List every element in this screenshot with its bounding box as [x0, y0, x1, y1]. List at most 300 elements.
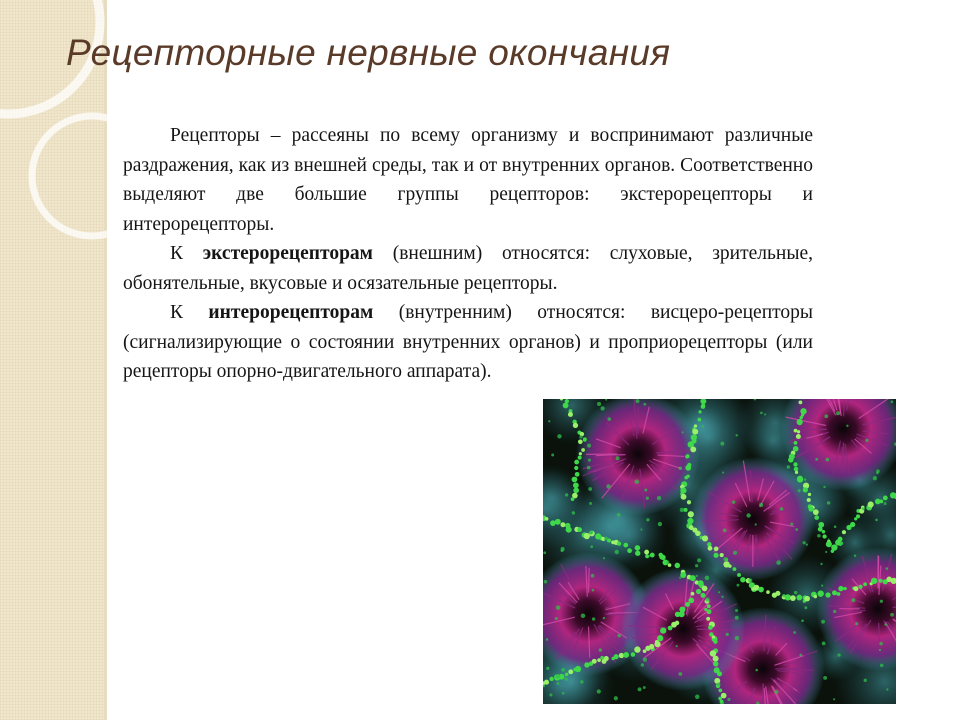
texture-green-bead — [577, 527, 582, 532]
texture-green-speck — [795, 528, 798, 531]
texture-green-bead — [574, 466, 578, 470]
texture-green-speck — [561, 668, 565, 672]
texture-green-bead — [560, 522, 565, 527]
texture-green-bead — [808, 506, 813, 511]
texture-green-bead — [837, 592, 841, 596]
texture-green-bead — [685, 455, 689, 459]
texture-green-speck — [648, 555, 650, 557]
texture-green-speck — [588, 459, 591, 462]
texture-green-bead — [657, 635, 663, 641]
texture-green-speck — [603, 617, 605, 619]
texture-green-bead — [793, 446, 799, 452]
texture-green-speck — [590, 545, 593, 548]
texture-green-speck — [587, 466, 591, 470]
texture-green-bead — [785, 594, 791, 600]
texture-green-speck — [644, 488, 647, 491]
texture-green-speck — [551, 453, 554, 456]
texture-green-speck — [581, 614, 585, 618]
texture-green-speck — [580, 680, 583, 683]
texture-green-bead — [713, 656, 719, 662]
texture-green-bead — [758, 587, 764, 593]
texture-green-bead — [627, 548, 632, 553]
texture-green-speck — [723, 557, 727, 561]
texture-green-speck — [676, 645, 678, 647]
texture-green-speck — [823, 486, 825, 488]
texture-green-bead — [701, 404, 706, 409]
texture-green-bead — [687, 500, 691, 504]
texture-green-bead — [803, 487, 808, 492]
texture-green-speck — [748, 578, 752, 582]
texture-green-bead — [863, 582, 867, 586]
texture-green-bead — [688, 598, 694, 604]
texture-green-speck — [735, 616, 739, 620]
texture-green-speck — [588, 487, 592, 491]
slide-title: Рецепторные нервные окончания — [66, 32, 671, 73]
texture-green-bead — [717, 671, 722, 676]
texture-green-bead — [838, 586, 843, 591]
texture-green-bead — [718, 689, 722, 693]
texture-green-bead — [631, 652, 636, 657]
texture-green-speck — [557, 682, 560, 685]
texture-green-speck — [614, 696, 618, 700]
texture-green-speck — [564, 677, 568, 681]
texture-green-speck — [732, 500, 735, 503]
texture-green-speck — [794, 591, 797, 594]
texture-green-speck — [735, 434, 737, 436]
texture-green-speck — [592, 589, 595, 592]
texture-green-speck — [875, 519, 878, 522]
texture-green-bead — [879, 499, 883, 503]
texture-green-bead — [817, 590, 823, 596]
texture-green-speck — [840, 542, 844, 546]
texture-green-bead — [679, 606, 685, 612]
texture-green-bead — [700, 593, 705, 598]
texture-green-bead — [578, 439, 583, 444]
texture-green-bead — [573, 488, 579, 494]
texture-green-speck — [705, 597, 709, 601]
texture-green-speck — [723, 529, 727, 533]
texture-green-bead — [832, 590, 837, 595]
texture-green-bead — [566, 527, 572, 533]
texture-green-speck — [722, 471, 724, 473]
texture-green-speck — [600, 406, 604, 410]
texture-green-bead — [635, 551, 640, 556]
texture-green-speck — [617, 513, 621, 517]
texture-green-speck — [589, 531, 593, 535]
texture-green-bead — [583, 437, 587, 441]
texture-green-speck — [680, 508, 684, 512]
texture-green-speck — [806, 544, 808, 546]
texture-green-speck — [546, 638, 549, 641]
texture-green-speck — [822, 642, 826, 646]
texture-green-speck — [548, 420, 550, 422]
paragraph-prefix: К — [170, 243, 203, 264]
texture-green-bead — [544, 680, 549, 685]
texture-green-bead — [856, 514, 860, 518]
texture-green-speck — [821, 620, 825, 624]
texture-green-speck — [721, 596, 723, 598]
texture-green-speck — [780, 507, 783, 510]
receptor-micrograph-image — [543, 399, 896, 704]
texture-green-bead — [549, 677, 553, 681]
texture-green-bead — [799, 400, 803, 404]
texture-green-speck — [825, 551, 827, 553]
texture-green-speck — [636, 399, 640, 403]
texture-green-speck — [804, 606, 807, 609]
texture-green-bead — [568, 412, 573, 417]
texture-green-bead — [565, 673, 569, 677]
texture-green-speck — [737, 584, 740, 587]
texture-green-bead — [692, 429, 698, 435]
texture-green-speck — [799, 654, 802, 657]
texture-green-bead — [804, 596, 810, 602]
texture-green-speck — [643, 686, 646, 689]
texture-green-speck — [546, 667, 549, 670]
texture-green-speck — [638, 687, 642, 691]
texture-green-speck — [824, 414, 828, 418]
texture-green-bead — [702, 535, 708, 541]
texture-green-bead — [575, 666, 581, 672]
texture-green-speck — [746, 513, 750, 517]
texture-green-bead — [814, 515, 819, 520]
texture-green-bead — [575, 472, 580, 477]
texture-green-bead — [714, 546, 719, 551]
texture-green-speck — [658, 522, 662, 526]
texture-green-speck — [615, 550, 619, 554]
texture-green-speck — [827, 538, 829, 540]
texture-green-speck — [817, 534, 821, 538]
texture-green-speck — [640, 529, 642, 531]
texture-green-bead — [850, 522, 855, 527]
texture-green-bead — [822, 530, 825, 533]
texture-green-bead — [644, 550, 649, 555]
texture-green-speck — [884, 623, 887, 626]
texture-green-speck — [782, 594, 785, 597]
texture-green-speck — [733, 551, 737, 555]
texture-green-bead — [707, 609, 712, 614]
texture-green-speck — [603, 557, 605, 559]
texture-green-bead — [871, 578, 877, 584]
texture-green-speck — [880, 600, 883, 603]
texture-green-bead — [660, 555, 665, 560]
paragraph-rest: (внутренним) относятся: висцеро-рецепторы (сигнализирующие о состоянии внутренних органов) и проприорецепторы (или рецепторы опорно-двигательного аппарата). — [123, 302, 813, 382]
texture-green-bead — [685, 602, 690, 607]
texture-magenta-fiber — [785, 670, 814, 671]
texture-green-bead — [843, 587, 846, 590]
texture-green-speck — [876, 472, 879, 475]
texture-green-speck — [717, 683, 721, 687]
texture-green-speck — [561, 549, 564, 552]
texture-green-speck — [776, 560, 781, 565]
texture-green-bead — [842, 530, 846, 534]
texture-green-bead — [708, 625, 713, 630]
texture-green-bead — [681, 494, 687, 500]
texture-green-speck — [572, 511, 576, 515]
texture-green-speck — [884, 502, 887, 505]
texture-green-bead — [697, 418, 701, 422]
paragraph-prefix: К — [170, 302, 209, 323]
texture-green-speck — [815, 458, 818, 461]
texture-green-speck — [833, 610, 836, 613]
texture-green-bead — [794, 467, 799, 472]
texture-green-bead — [614, 654, 619, 659]
texture-green-speck — [679, 466, 683, 470]
texture-green-speck — [855, 622, 858, 625]
texture-green-speck — [641, 663, 644, 666]
texture-green-bead — [814, 595, 818, 599]
texture-green-speck — [646, 518, 649, 521]
texture-green-speck — [827, 501, 830, 504]
texture-green-bead — [793, 462, 797, 466]
texture-green-speck — [604, 537, 608, 541]
texture-green-speck — [597, 402, 601, 406]
texture-green-bead — [713, 639, 717, 643]
texture-green-bead — [668, 563, 672, 567]
texture-green-bead — [698, 580, 704, 586]
texture-green-speck — [886, 688, 888, 690]
texture-green-speck — [862, 507, 865, 510]
texture-green-bead — [695, 531, 701, 537]
texture-green-speck — [801, 619, 804, 622]
texture-magenta-fiber — [589, 568, 590, 593]
texture-green-bead — [571, 497, 575, 501]
texture-green-bead — [797, 419, 803, 425]
texture-green-bead — [694, 424, 697, 427]
texture-green-bead — [568, 669, 573, 674]
texture-green-bead — [712, 635, 715, 638]
texture-green-speck — [579, 435, 582, 438]
texture-green-bead — [604, 656, 609, 661]
texture-green-speck — [562, 692, 565, 695]
texture-green-speck — [803, 541, 806, 544]
texture-green-speck — [726, 633, 729, 636]
texture-green-bead — [826, 541, 832, 547]
texture-green-speck — [759, 503, 763, 507]
texture-green-bead — [825, 592, 830, 597]
texture-green-speck — [617, 634, 620, 637]
texture-green-speck — [760, 412, 763, 415]
texture-green-bead — [634, 646, 640, 652]
texture-green-speck — [833, 698, 835, 700]
texture-green-bead — [737, 573, 741, 577]
paragraph-interoreceptors — [123, 298, 813, 387]
texture-green-bead — [619, 653, 624, 658]
texture-green-bead — [775, 591, 780, 596]
texture-green-speck — [865, 439, 868, 442]
texture-green-speck — [821, 584, 823, 586]
texture-green-speck — [836, 411, 840, 415]
term-interoreceptors: интерорецепторам — [208, 302, 374, 323]
texture-green-bead — [740, 577, 745, 582]
texture-green-speck — [735, 636, 740, 641]
texture-green-bead — [649, 644, 654, 649]
texture-green-bead — [813, 509, 819, 515]
texture-green-speck — [549, 693, 552, 696]
texture-green-bead — [578, 456, 582, 460]
texture-green-bead — [688, 511, 694, 517]
texture-green-speck — [589, 502, 592, 505]
texture-green-speck — [720, 442, 724, 446]
texture-green-speck — [696, 575, 698, 577]
texture-green-speck — [735, 609, 738, 612]
texture-green-bead — [574, 460, 579, 465]
texture-green-speck — [543, 551, 546, 554]
texture-green-speck — [823, 676, 827, 680]
texture-green-speck — [755, 523, 757, 525]
texture-green-speck — [879, 649, 881, 651]
texture-green-speck — [565, 493, 568, 496]
texture-green-speck — [607, 417, 611, 421]
texture-green-speck — [851, 598, 855, 602]
texture-green-speck — [755, 669, 758, 672]
texture-green-speck — [634, 479, 639, 484]
texture-green-bead — [790, 595, 796, 601]
texture-green-bead — [698, 410, 701, 413]
texture-green-speck — [597, 689, 601, 693]
texture-green-speck — [864, 679, 867, 682]
texture-green-bead — [600, 656, 604, 660]
texture-green-bead — [675, 563, 681, 569]
texture-green-speck — [643, 403, 646, 406]
texture-green-bead — [563, 403, 569, 409]
texture-green-bead — [572, 477, 578, 483]
texture-green-bead — [635, 545, 640, 550]
texture-green-bead — [728, 564, 732, 568]
texture-green-speck — [826, 458, 830, 462]
texture-green-speck — [544, 580, 548, 584]
texture-green-bead — [623, 652, 629, 658]
texture-green-speck — [616, 456, 620, 460]
texture-green-bead — [690, 575, 696, 581]
texture-green-speck — [718, 591, 720, 593]
texture-green-bead — [617, 542, 621, 546]
texture-green-speck — [727, 698, 730, 701]
texture-green-bead — [766, 590, 770, 594]
texture-green-bead — [597, 658, 601, 662]
texture-green-speck — [592, 617, 595, 620]
texture-green-bead — [581, 448, 585, 452]
texture-green-bead — [883, 496, 888, 501]
texture-green-bead — [807, 498, 811, 502]
texture-green-bead — [797, 476, 803, 482]
texture-green-bead — [573, 482, 579, 488]
texture-green-speck — [879, 642, 883, 646]
texture-green-speck — [657, 496, 661, 500]
texture-green-speck — [606, 484, 610, 488]
texture-green-bead — [690, 446, 696, 452]
texture-green-speck — [646, 496, 649, 499]
texture-green-bead — [643, 649, 647, 653]
texture-green-speck — [774, 690, 778, 694]
texture-green-bead — [579, 452, 582, 455]
paragraph-rest: (внешним) относятся: слуховые, зрительные, обонятельные, вкусовые и осязательные рецепторы. — [123, 243, 813, 294]
texture-green-speck — [837, 653, 840, 656]
texture-green-speck — [787, 465, 790, 468]
texture-green-speck — [854, 554, 856, 556]
texture-green-bead — [584, 533, 590, 539]
texture-green-speck — [764, 413, 766, 415]
texture-green-speck — [666, 560, 669, 563]
texture-green-speck — [793, 631, 796, 634]
texture-green-bead — [713, 553, 718, 558]
texture-green-bead — [713, 661, 718, 666]
texture-green-bead — [858, 585, 862, 589]
texture-green-bead — [691, 592, 695, 596]
texture-green-bead — [808, 493, 811, 496]
texture-green-speck — [890, 613, 894, 617]
texture-green-bead — [684, 476, 688, 480]
texture-green-speck — [790, 523, 793, 526]
texture-green-speck — [820, 563, 822, 565]
slide-body-text — [123, 121, 813, 387]
texture-green-speck — [705, 576, 710, 581]
texture-green-speck — [695, 695, 700, 700]
texture-magenta-rosette — [621, 567, 745, 691]
texture-green-bead — [660, 627, 666, 633]
texture-green-bead — [794, 429, 798, 433]
texture-green-bead — [707, 604, 711, 608]
texture-green-bead — [685, 465, 691, 471]
texture-green-speck — [555, 674, 560, 679]
term-exteroreceptors: экстерорецепторам — [202, 243, 373, 264]
texture-green-speck — [643, 657, 647, 661]
texture-green-bead — [708, 546, 713, 551]
texture-green-bead — [718, 697, 722, 701]
texture-magenta-fiber — [794, 429, 826, 430]
texture-green-bead — [831, 549, 835, 553]
texture-green-speck — [587, 444, 591, 448]
texture-green-bead — [650, 553, 655, 558]
texture-green-bead — [838, 537, 843, 542]
texture-green-speck — [873, 476, 877, 480]
texture-green-speck — [557, 434, 561, 438]
texture-green-bead — [623, 543, 628, 548]
texture-green-bead — [822, 534, 826, 538]
texture-green-speck — [555, 617, 558, 620]
texture-green-speck — [697, 558, 701, 562]
texture-green-speck — [885, 567, 888, 570]
texture-green-speck — [591, 574, 595, 578]
texture-green-bead — [794, 441, 798, 445]
texture-green-bead — [702, 586, 708, 592]
texture-green-bead — [545, 517, 549, 521]
texture-green-bead — [573, 423, 578, 428]
texture-green-bead — [879, 579, 883, 583]
texture-green-speck — [682, 431, 684, 433]
texture-green-bead — [853, 586, 858, 591]
texture-green-bead — [789, 454, 795, 460]
texture-green-bead — [592, 659, 597, 664]
texture-green-bead — [800, 408, 806, 414]
texture-green-bead — [706, 617, 710, 621]
texture-green-bead — [720, 553, 724, 557]
texture-green-bead — [796, 595, 802, 601]
texture-green-bead — [818, 522, 824, 528]
texture-green-speck — [599, 648, 602, 651]
texture-green-bead — [696, 589, 701, 594]
texture-green-bead — [555, 519, 561, 525]
texture-green-bead — [796, 434, 801, 439]
texture-green-speck — [798, 489, 801, 492]
texture-green-speck — [702, 425, 704, 427]
texture-green-speck — [695, 564, 698, 567]
texture-green-bead — [675, 621, 679, 625]
texture-green-speck — [679, 577, 681, 579]
texture-green-speck — [678, 672, 682, 676]
paragraph-exteroreceptors — [123, 239, 813, 298]
texture-green-bead — [818, 527, 823, 532]
texture-green-speck — [556, 605, 561, 610]
